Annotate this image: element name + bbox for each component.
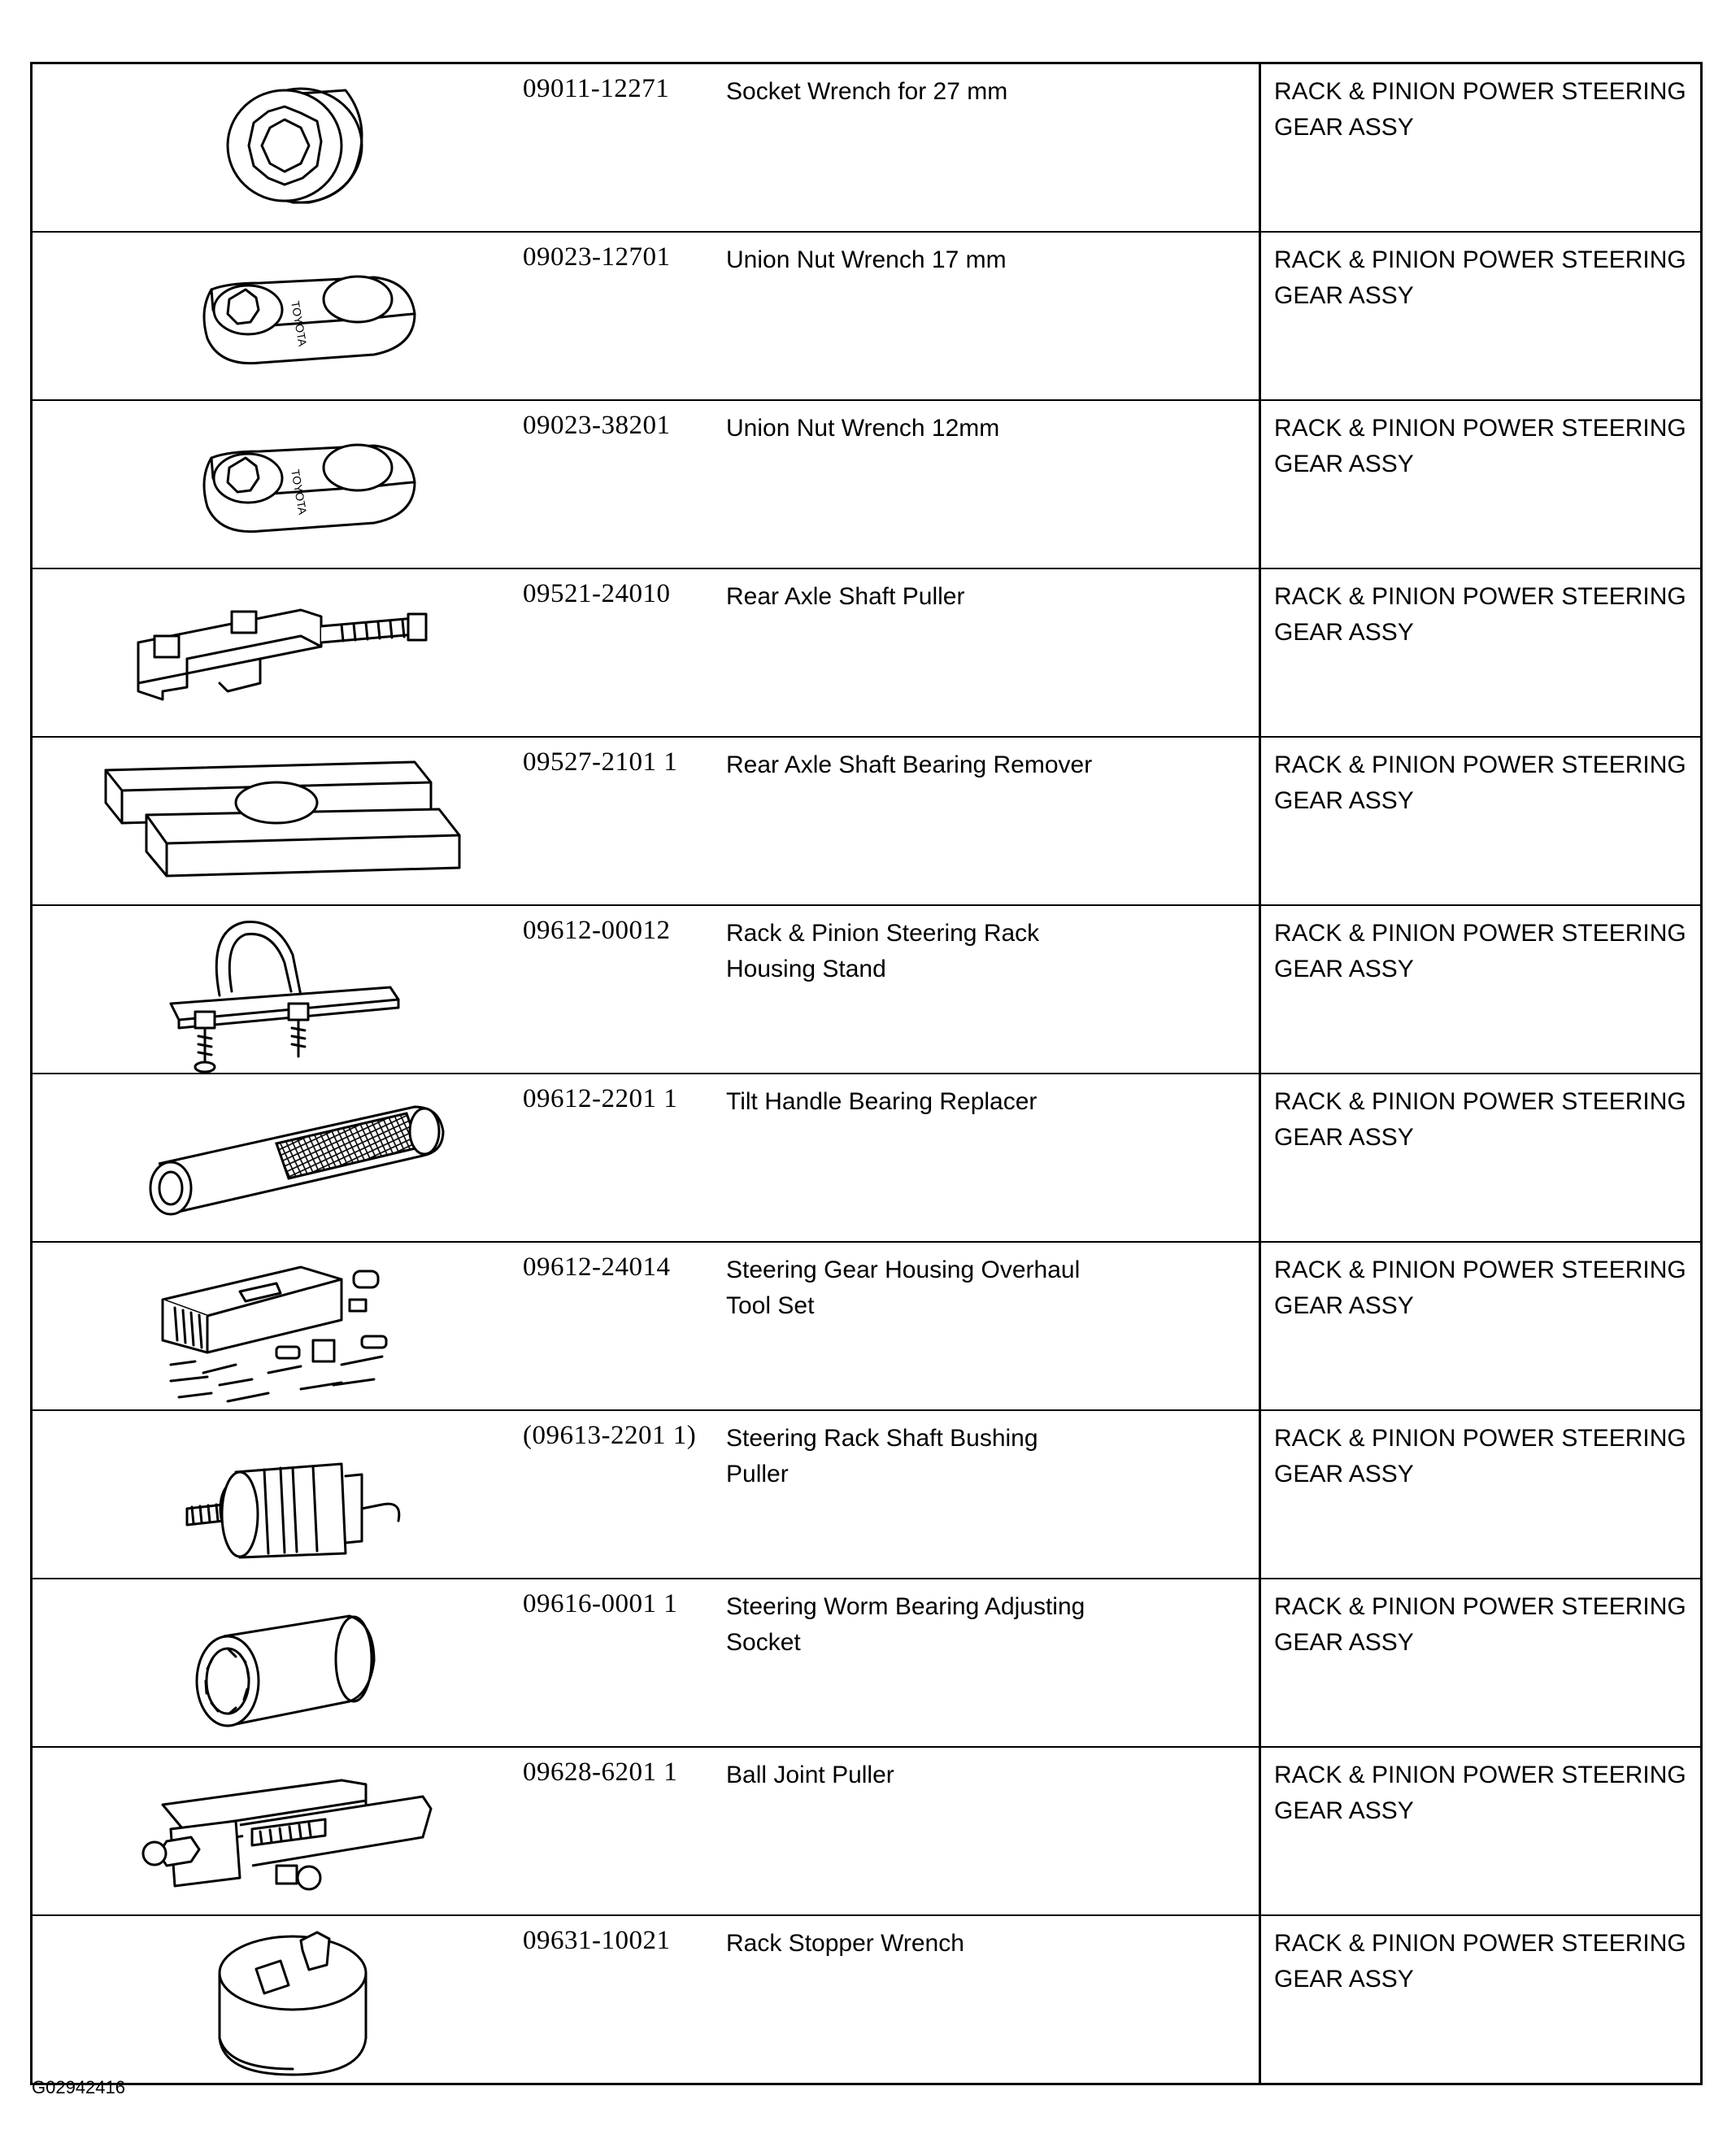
tool-info-cell [520,400,1260,568]
tool-description: Steering Rack Shaft Bushing Puller [726,1425,1038,1487]
rack-stopper-wrench-icon [33,1916,520,2083]
table-row [32,63,1702,233]
table-row [32,1410,1702,1579]
tool-illustration-cell [32,1915,521,2084]
tool-description: Steering Worm Bearing Adjusting Socket [726,1593,1085,1656]
tool-description: Steering Gear Housing Overhaul Tool Set [726,1257,1081,1319]
application-text: RACK & PINION POWER STEERING GEAR ASSY [1274,920,1686,982]
table-row [32,1242,1702,1410]
application-text: RACK & PINION POWER STEERING GEAR ASSY [1274,415,1686,477]
tool-description: Rack & Pinion Steering Rack Housing Stand [726,920,1040,982]
application-cell [1260,1747,1702,1915]
tool-illustration-cell [32,400,521,568]
application-cell [1260,1579,1702,1747]
ball-joint-puller-icon [33,1748,520,1914]
tool-info-cell [520,1242,1260,1410]
bushing-puller-icon [33,1411,520,1578]
table-row [32,232,1702,400]
overhaul-tool-set-icon [33,1243,520,1409]
part-number: 09521-24010 [523,579,671,608]
tool-description: Rear Axle Shaft Puller [726,583,965,610]
table-row [32,1747,1702,1915]
application-text: RACK & PINION POWER STEERING GEAR ASSY [1274,1257,1686,1319]
union-nut-wrench-icon [33,401,520,568]
adjusting-socket-icon [33,1579,520,1746]
part-number: 09011-12271 [523,74,670,103]
part-number: 09612-24014 [523,1252,671,1282]
housing-stand-icon [33,906,520,1073]
application-cell [1260,905,1702,1074]
tool-info-cell [520,1074,1260,1242]
part-number: 09631-10021 [523,1926,671,1955]
svg-text:TOYOTA: TOYOTA [289,468,310,516]
part-number: 09023-12701 [523,242,671,272]
tool-description: Socket Wrench for 27 mm [726,78,1008,105]
tool-info-cell [520,905,1260,1074]
part-number: 09612-2201 1 [523,1084,678,1113]
table-row [32,1074,1702,1242]
application-cell [1260,568,1702,737]
special-tools-table [30,62,1703,2085]
tool-info-cell [520,737,1260,905]
application-cell [1260,1074,1702,1242]
socket-wrench-icon [33,64,520,231]
application-text: RACK & PINION POWER STEERING GEAR ASSY [1274,1088,1686,1151]
tool-info-cell [520,568,1260,737]
tool-illustration-cell [32,737,521,905]
part-number: 09023-38201 [523,411,671,440]
part-number: 09527-2101 1 [523,747,678,777]
part-number: 09616-0001 1 [523,1589,678,1618]
table-row [32,737,1702,905]
tool-illustration-cell [32,1410,521,1579]
shaft-puller-icon [33,569,520,736]
application-text: RACK & PINION POWER STEERING GEAR ASSY [1274,1593,1686,1656]
application-cell [1260,400,1702,568]
application-text: RACK & PINION POWER STEERING GEAR ASSY [1274,583,1686,646]
table-row [32,1915,1702,2084]
tool-description: Rear Axle Shaft Bearing Remover [726,751,1093,778]
application-cell [1260,1410,1702,1579]
table-row [32,1579,1702,1747]
application-text: RACK & PINION POWER STEERING GEAR ASSY [1274,78,1686,141]
tool-info-cell [520,1579,1260,1747]
svg-text:TOYOTA: TOYOTA [289,299,310,347]
tool-info-cell [520,63,1260,233]
tool-description: Ball Joint Puller [726,1762,894,1788]
application-text: RACK & PINION POWER STEERING GEAR ASSY [1274,1762,1686,1824]
tool-illustration-cell [32,1074,521,1242]
application-cell [1260,1915,1702,2084]
part-number: 09628-6201 1 [523,1757,678,1787]
application-text: RACK & PINION POWER STEERING GEAR ASSY [1274,246,1686,309]
table-row [32,400,1702,568]
union-nut-wrench-icon [33,233,520,399]
tool-illustration-cell [32,1747,521,1915]
table-row [32,568,1702,737]
application-cell [1260,1242,1702,1410]
bearing-remover-plate-icon [33,738,520,904]
application-cell [1260,232,1702,400]
bearing-replacer-icon [33,1074,520,1241]
tool-illustration-cell [32,232,521,400]
application-cell [1260,737,1702,905]
tool-illustration-cell [32,1242,521,1410]
tool-description: Rack Stopper Wrench [726,1930,964,1957]
figure-id: G02942416 [32,2077,125,2097]
part-number: (09613-2201 1) [523,1421,697,1450]
tool-description: Union Nut Wrench 12mm [726,415,1000,442]
tool-illustration-cell [32,63,521,233]
tool-illustration-cell [32,568,521,737]
application-text: RACK & PINION POWER STEERING GEAR ASSY [1274,751,1686,814]
part-number: 09612-00012 [523,916,671,945]
application-text: RACK & PINION POWER STEERING GEAR ASSY [1274,1930,1686,1993]
tool-illustration-cell [32,1579,521,1747]
tool-description: Union Nut Wrench 17 mm [726,246,1007,273]
application-text: RACK & PINION POWER STEERING GEAR ASSY [1274,1425,1686,1487]
tool-info-cell [520,1915,1260,2084]
tool-info-cell [520,1747,1260,1915]
application-cell [1260,63,1702,233]
table-row [32,905,1702,1074]
tool-description: Tilt Handle Bearing Replacer [726,1088,1038,1115]
tool-illustration-cell [32,905,521,1074]
tool-info-cell [520,1410,1260,1579]
tool-info-cell [520,232,1260,400]
